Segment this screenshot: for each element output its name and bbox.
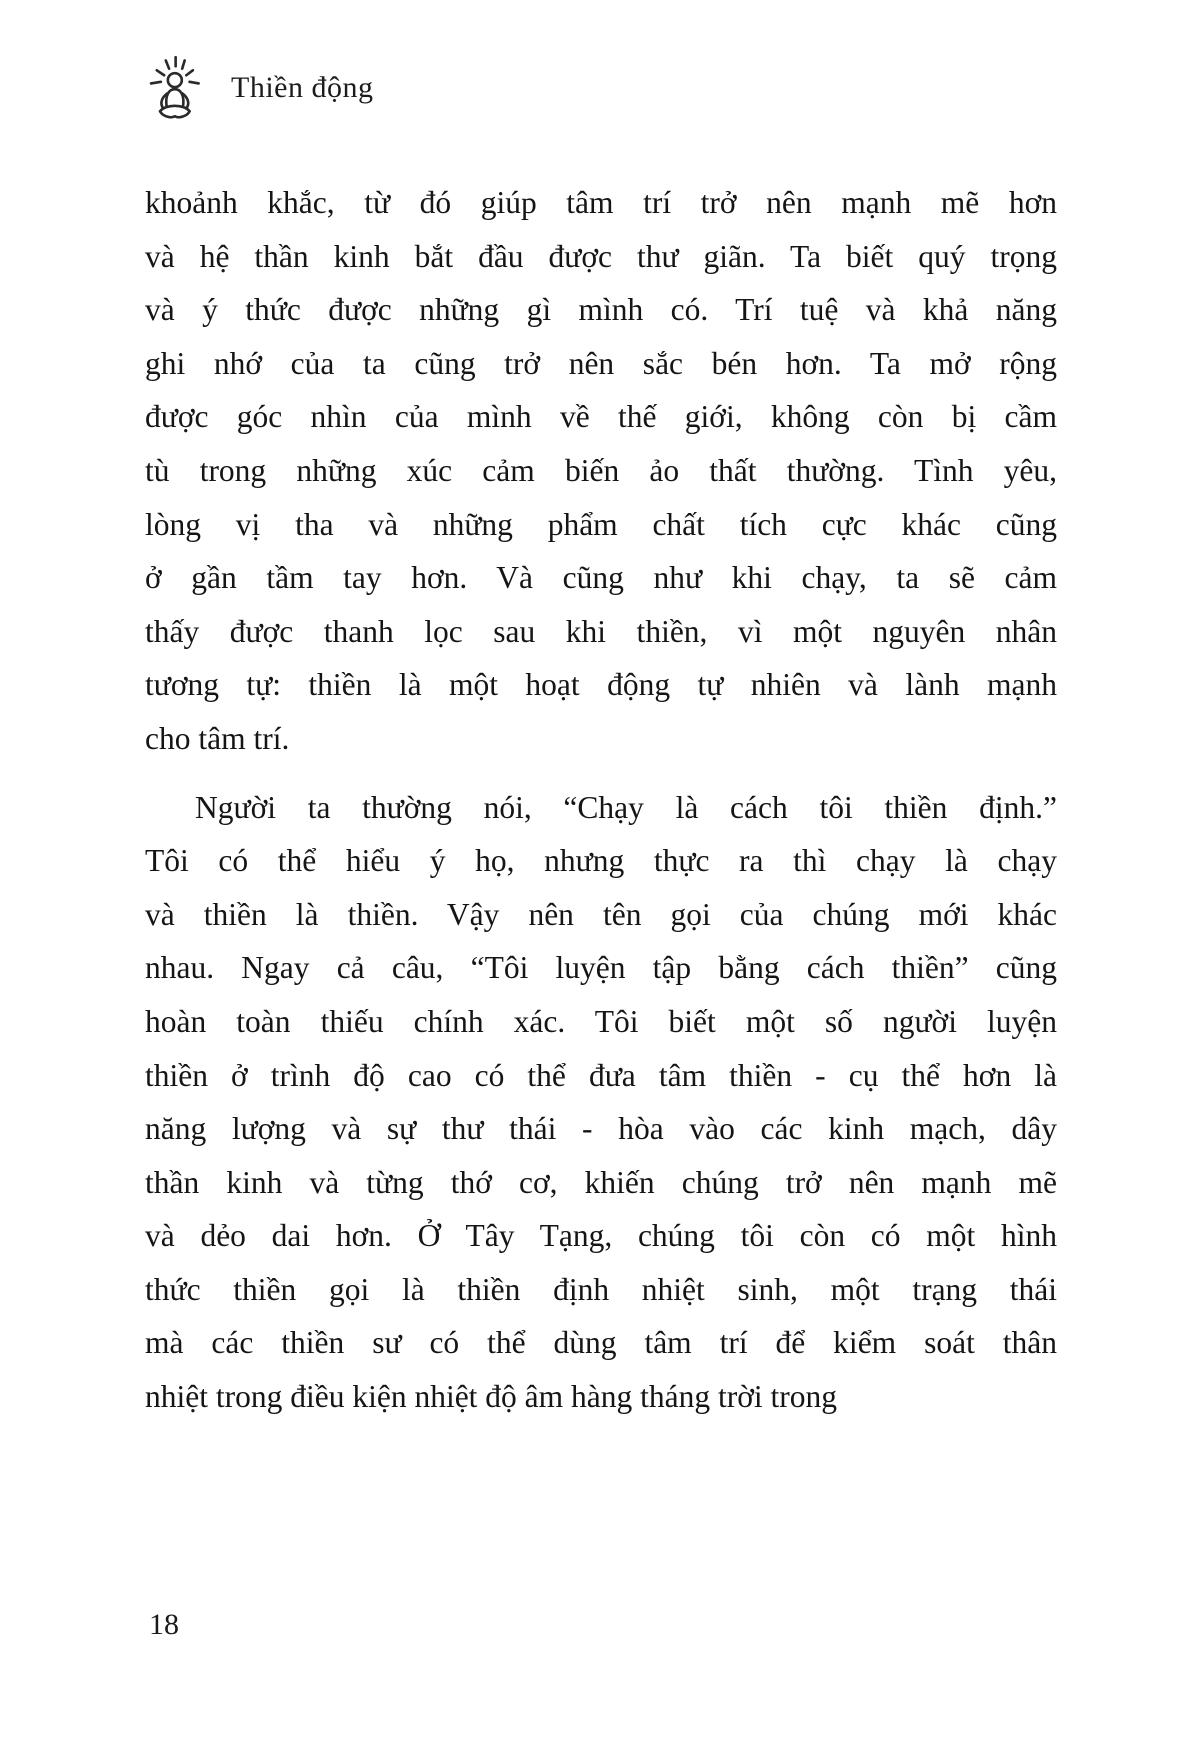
text-line: thấy được thanh lọc sau khi thiền, vì một nguyên nhân bbox=[145, 613, 1057, 649]
text-line: nhau. Ngay cả câu, “Tôi luyện tập bằng cách thiền” cũng bbox=[145, 950, 1057, 986]
text-line: lòng vị tha và những phẩm chất tích cực khác cũng bbox=[145, 506, 1057, 542]
text-line: thức thiền gọi là thiền định nhiệt sinh, một trạng thái bbox=[145, 1271, 1057, 1307]
body-text bbox=[145, 176, 1057, 1424]
running-header bbox=[133, 52, 373, 128]
text-line: khoảnh khắc, từ đó giúp tâm trí trở nên mạnh mẽ hơn bbox=[145, 185, 1057, 220]
text-line: mà các thiền sư có thể dùng tâm trí để kiểm soát thân bbox=[145, 1325, 1057, 1361]
text-line: và thiền là thiền. Vậy nên tên gọi của chúng mới khác bbox=[145, 896, 1057, 932]
page-number: 18 bbox=[149, 1608, 179, 1641]
page-title: Thiền động bbox=[231, 71, 374, 104]
paragraph bbox=[145, 176, 1057, 766]
text-line: ở gần tầm tay hơn. Và cũng như khi chạy, ta sẽ cảm bbox=[145, 560, 1057, 596]
text-line: được góc nhìn của mình về thế giới, không còn bị cầm bbox=[145, 399, 1057, 435]
text-line: thiền ở trình độ cao có thể đưa tâm thiền - cụ thể hơn là bbox=[145, 1057, 1057, 1093]
meditation-icon bbox=[133, 52, 215, 128]
text-line: tương tự: thiền là một hoạt động tự nhiên và lành mạnh bbox=[145, 667, 1057, 703]
text-line: và dẻo dai hơn. Ở Tây Tạng, chúng tôi còn có một hình bbox=[145, 1218, 1057, 1254]
text-line: nhiệt trong điều kiện nhiệt độ âm hàng tháng trời trong bbox=[145, 1379, 838, 1415]
text-line: Người ta thường nói, “Chạy là cách tôi thiền định.” bbox=[195, 789, 1057, 825]
paragraph bbox=[145, 781, 1057, 1424]
text-line: ghi nhớ của ta cũng trở nên sắc bén hơn. Ta mở rộng bbox=[145, 345, 1057, 381]
text-line: hoàn toàn thiếu chính xác. Tôi biết một số người luyện bbox=[145, 1003, 1057, 1039]
text-line: Tôi có thể hiểu ý họ, nhưng thực ra thì chạy là chạy bbox=[145, 843, 1057, 879]
text-line: tù trong những xúc cảm biến ảo thất thường. Tình yêu, bbox=[145, 452, 1057, 488]
text-line: năng lượng và sự thư thái - hòa vào các kinh mạch, dây bbox=[145, 1111, 1057, 1147]
text-line: và ý thức được những gì mình có. Trí tuệ và khả năng bbox=[145, 292, 1057, 328]
text-line: thần kinh và từng thớ cơ, khiến chúng trở nên mạnh mẽ bbox=[145, 1164, 1057, 1200]
text-line: cho tâm trí. bbox=[145, 720, 290, 756]
text-line: và hệ thần kinh bắt đầu được thư giãn. Ta biết quý trọng bbox=[145, 238, 1057, 274]
